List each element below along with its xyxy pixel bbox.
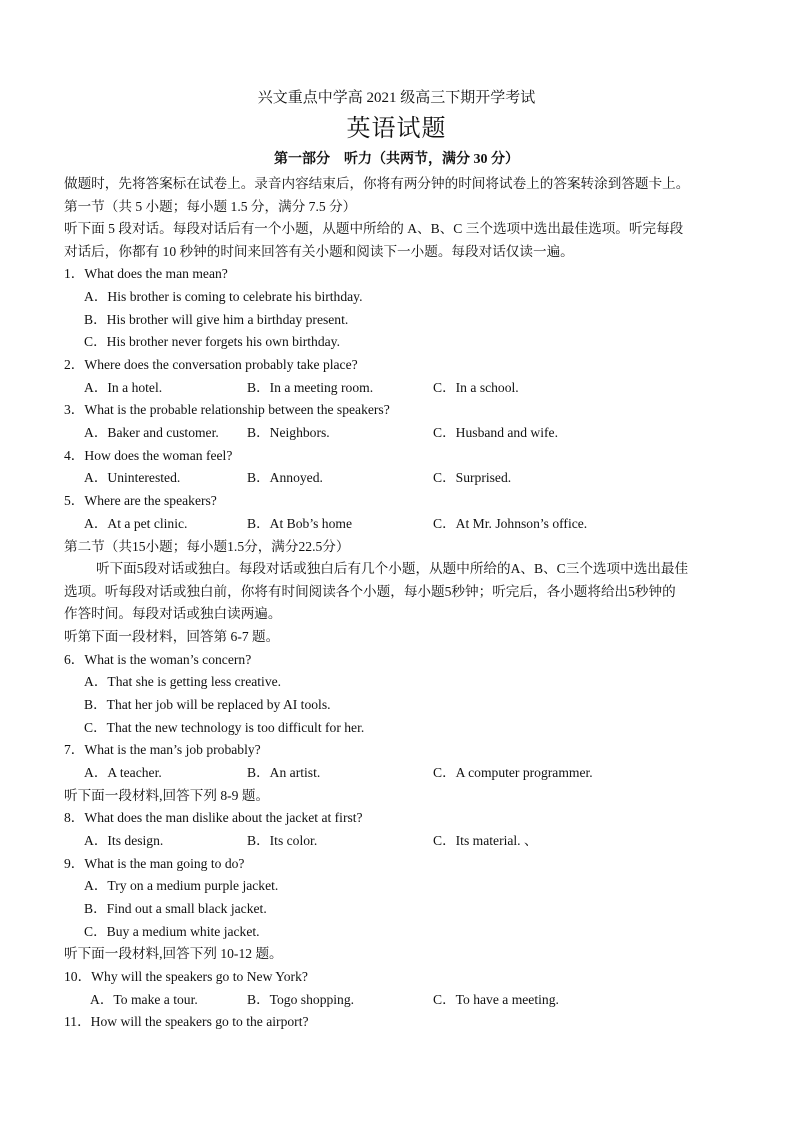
option-row [84, 468, 764, 488]
option-b: B．Annoyed. [247, 470, 323, 485]
option-row [90, 990, 770, 1010]
option-a: A．At a pet clinic. [84, 516, 188, 531]
option-c: C．Buy a medium white jacket. [84, 924, 260, 939]
option-c: C．His brother never forgets his own birthday. [84, 334, 340, 349]
option-c: C．In a school. [433, 380, 519, 395]
section2-instruction: 听下面5段对话或独白。每段对话或独白后有几个小题，从题中所给的A、B、C三个选项中选出最佳 [96, 561, 689, 576]
option-row [84, 514, 764, 534]
option-c: C．Surprised. [433, 470, 512, 485]
option-row [84, 763, 764, 783]
option-c: C．Its material. 、 [433, 833, 538, 848]
question-stem: 1．What does the man mean? [64, 266, 228, 281]
question-stem: 7．What is the man’s job probably? [64, 742, 261, 757]
section2-instruction: 选项。听每段对话或独白前，你将有时间阅读各个小题，每小题5秒钟；听完后，各小题将给出5秒钟的 [64, 584, 676, 599]
question-stem: 2．Where does the conversation probably take place? [64, 357, 358, 372]
option-c: C．That the new technology is too difficult for her. [84, 720, 365, 735]
school-heading: 兴文重点中学高 2021 级高三下期开学考试 [257, 90, 536, 106]
section1-instruction: 听下面 5 段对话。每段对话后有一个小题，从题中所给的 A、B、C 三个选项中选出最佳选项。听完每段 [64, 221, 684, 236]
option-b: B．His brother will give him a birthday present. [84, 312, 349, 327]
option-c: C．At Mr. Johnson’s office. [433, 516, 588, 531]
option-a: A．His brother is coming to celebrate his birthday. [84, 289, 363, 304]
option-a: A．Try on a medium purple jacket. [84, 878, 279, 893]
option-a: A．To make a tour. [90, 992, 198, 1007]
section2-instruction: 作答时间。每段对话或独白读两遍。 [64, 606, 282, 621]
option-c: C．Husband and wife. [433, 425, 558, 440]
section2-heading: 第二节（共15小题；每小题1.5分，满分22.5分） [64, 539, 350, 554]
question-stem: 5．Where are the speakers? [64, 493, 217, 508]
option-c: C．To have a meeting. [433, 992, 559, 1007]
question-stem: 3．What is the probable relationship between the speakers? [64, 402, 390, 417]
material-instruction: 听下面一段材料,回答下列 10-12 题。 [64, 946, 283, 961]
option-b: B．At Bob’s home [247, 516, 352, 531]
question-stem: 10．Why will the speakers go to New York? [64, 969, 308, 984]
question-stem: 4．How does the woman feel? [64, 448, 233, 463]
option-row [84, 423, 764, 443]
option-b: B．Find out a small black jacket. [84, 901, 267, 916]
part-heading: 第一部分 听力（共两节，满分 30 分） [274, 152, 519, 167]
option-b: B．An artist. [247, 765, 321, 780]
option-a: A．That she is getting less creative. [84, 674, 282, 689]
section1-instruction: 对话后，你都有 10 秒钟的时间来回答有关小题和阅读下一小题。每段对话仅读一遍。 [64, 244, 574, 259]
option-b: B．Togo shopping. [247, 992, 355, 1007]
option-b: B．Its color. [247, 833, 318, 848]
intro-text: 做题时，先将答案标在试卷上。录音内容结束后，你将有两分钟的时间将试卷上的答案转涂到答题卡上。 [64, 176, 690, 191]
material-instruction: 听第下面一段材料，回答第 6-7 题。 [64, 629, 280, 644]
option-row [84, 831, 764, 851]
material-instruction: 听下面一段材料,回答下列 8-9 题。 [64, 788, 270, 803]
question-stem: 11．How will the speakers go to the airport? [64, 1014, 309, 1029]
question-stem: 8．What does the man dislike about the jacket at first? [64, 810, 363, 825]
section1-heading: 第一节（共 5 小题；每小题 1.5 分，满分 7.5 分） [64, 199, 357, 214]
option-a: A．A teacher. [84, 765, 162, 780]
option-a: A．Uninterested. [84, 470, 181, 485]
option-a: A．Baker and customer. [84, 425, 219, 440]
option-b: B．Neighbors. [247, 425, 330, 440]
question-stem: 9．What is the man going to do? [64, 856, 245, 871]
question-stem: 6．What is the woman’s concern? [64, 652, 252, 667]
option-a: A．Its design. [84, 833, 164, 848]
option-b: B．In a meeting room. [247, 380, 374, 395]
option-row [84, 378, 764, 398]
option-c: C．A computer programmer. [433, 765, 593, 780]
option-a: A．In a hotel. [84, 380, 163, 395]
option-b: B．That her job will be replaced by AI tools. [84, 697, 331, 712]
page-title: 英语试题 [346, 116, 447, 142]
